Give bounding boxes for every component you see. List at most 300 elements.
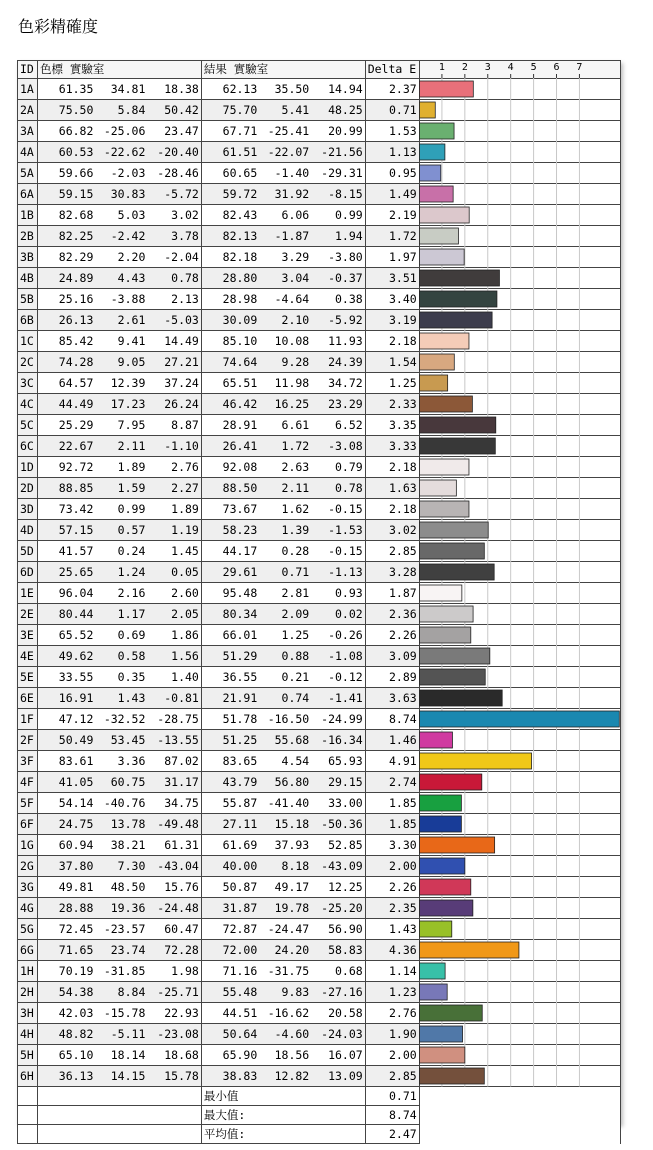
result-l-cell: 71.16 bbox=[201, 961, 259, 982]
delta-e-bar-2e bbox=[420, 606, 474, 622]
result-b-cell: -1.08 bbox=[311, 646, 365, 667]
delta-e-cell: 2.00 bbox=[365, 1045, 419, 1066]
target-a-cell: 4.43 bbox=[95, 268, 147, 289]
result-b-cell: 52.85 bbox=[311, 835, 365, 856]
result-l-cell: 51.29 bbox=[201, 646, 259, 667]
delta-e-bar-2a bbox=[420, 102, 436, 118]
delta-e-bar-3f bbox=[420, 753, 532, 769]
result-l-cell: 62.13 bbox=[201, 79, 259, 100]
delta-e-cell: 1.63 bbox=[365, 478, 419, 499]
target-b-cell: 2.76 bbox=[147, 457, 201, 478]
result-a-cell: 2.81 bbox=[259, 583, 311, 604]
delta-e-bar-5b bbox=[420, 291, 497, 307]
result-a-cell: -24.47 bbox=[259, 919, 311, 940]
result-a-cell: -31.75 bbox=[259, 961, 311, 982]
delta-e-bar-3c bbox=[420, 375, 448, 391]
target-l-cell: 92.72 bbox=[37, 457, 95, 478]
result-l-cell: 26.41 bbox=[201, 436, 259, 457]
target-b-cell: 87.02 bbox=[147, 751, 201, 772]
result-b-cell: 48.25 bbox=[311, 100, 365, 121]
result-l-cell: 82.43 bbox=[201, 205, 259, 226]
delta-e-cell: 1.13 bbox=[365, 142, 419, 163]
delta-e-bar-3b bbox=[420, 249, 465, 265]
delta-e-cell: 3.30 bbox=[365, 835, 419, 856]
result-a-cell: -1.40 bbox=[259, 163, 311, 184]
target-a-cell: -2.03 bbox=[95, 163, 147, 184]
result-b-cell: -1.13 bbox=[311, 562, 365, 583]
target-b-cell: 60.47 bbox=[147, 919, 201, 940]
delta-e-bar-6b bbox=[420, 312, 493, 328]
target-a-cell: 53.45 bbox=[95, 730, 147, 751]
delta-e-bar-6g bbox=[420, 942, 519, 958]
result-a-cell: 37.93 bbox=[259, 835, 311, 856]
summary-label: 最小值 bbox=[201, 1087, 365, 1106]
delta-e-bar-chart bbox=[419, 60, 620, 1087]
result-l-cell: 72.00 bbox=[201, 940, 259, 961]
result-a-cell: 55.68 bbox=[259, 730, 311, 751]
header-delta-e: Delta E bbox=[365, 61, 419, 79]
delta-e-cell: 1.54 bbox=[365, 352, 419, 373]
delta-e-bar-2f bbox=[420, 732, 453, 748]
patch-id-cell: 3C bbox=[18, 373, 38, 394]
result-a-cell: 1.25 bbox=[259, 625, 311, 646]
target-b-cell: 23.47 bbox=[147, 121, 201, 142]
patch-id-cell: 3D bbox=[18, 499, 38, 520]
target-l-cell: 66.82 bbox=[37, 121, 95, 142]
target-b-cell: -43.04 bbox=[147, 856, 201, 877]
delta-e-bar-4c bbox=[420, 396, 473, 412]
target-a-cell: 5.03 bbox=[95, 205, 147, 226]
delta-e-cell: 1.90 bbox=[365, 1024, 419, 1045]
target-a-cell: 14.15 bbox=[95, 1066, 147, 1087]
result-b-cell: -0.37 bbox=[311, 268, 365, 289]
result-b-cell: 6.52 bbox=[311, 415, 365, 436]
result-l-cell: 85.10 bbox=[201, 331, 259, 352]
patch-id-cell: 1E bbox=[18, 583, 38, 604]
result-a-cell: 9.83 bbox=[259, 982, 311, 1003]
target-l-cell: 73.42 bbox=[37, 499, 95, 520]
result-a-cell: 6.06 bbox=[259, 205, 311, 226]
result-b-cell: 12.25 bbox=[311, 877, 365, 898]
target-a-cell: 38.21 bbox=[95, 835, 147, 856]
delta-e-cell: 3.40 bbox=[365, 289, 419, 310]
delta-e-cell: 2.74 bbox=[365, 772, 419, 793]
target-b-cell: 14.49 bbox=[147, 331, 201, 352]
delta-e-bar-6c bbox=[420, 438, 496, 454]
target-a-cell: 1.89 bbox=[95, 457, 147, 478]
result-a-cell: 0.28 bbox=[259, 541, 311, 562]
result-a-cell: 9.28 bbox=[259, 352, 311, 373]
result-b-cell: -43.09 bbox=[311, 856, 365, 877]
target-b-cell: 0.78 bbox=[147, 268, 201, 289]
result-l-cell: 65.51 bbox=[201, 373, 259, 394]
result-a-cell: 8.18 bbox=[259, 856, 311, 877]
target-b-cell: 1.19 bbox=[147, 520, 201, 541]
result-b-cell: -24.03 bbox=[311, 1024, 365, 1045]
target-l-cell: 75.50 bbox=[37, 100, 95, 121]
patch-id-cell: 5D bbox=[18, 541, 38, 562]
patch-id-cell: 6D bbox=[18, 562, 38, 583]
target-b-cell: 1.86 bbox=[147, 625, 201, 646]
target-b-cell: 61.31 bbox=[147, 835, 201, 856]
delta-e-bar-3g bbox=[420, 879, 471, 895]
result-l-cell: 29.61 bbox=[201, 562, 259, 583]
delta-e-bar-6d bbox=[420, 564, 495, 580]
result-b-cell: 14.94 bbox=[311, 79, 365, 100]
patch-id-cell: 5A bbox=[18, 163, 38, 184]
target-b-cell: 72.28 bbox=[147, 940, 201, 961]
result-l-cell: 73.67 bbox=[201, 499, 259, 520]
delta-e-bar-5g bbox=[420, 921, 452, 937]
delta-e-bar-2d bbox=[420, 480, 457, 496]
delta-e-cell: 3.51 bbox=[365, 268, 419, 289]
result-a-cell: -4.64 bbox=[259, 289, 311, 310]
target-a-cell: 48.50 bbox=[95, 877, 147, 898]
delta-e-bar-4f bbox=[420, 774, 482, 790]
patch-id-cell: 2E bbox=[18, 604, 38, 625]
result-b-cell: -24.99 bbox=[311, 709, 365, 730]
target-l-cell: 74.28 bbox=[37, 352, 95, 373]
summary-row bbox=[18, 1087, 621, 1106]
target-b-cell: 50.42 bbox=[147, 100, 201, 121]
target-l-cell: 42.03 bbox=[37, 1003, 95, 1024]
patch-id-cell: 2B bbox=[18, 226, 38, 247]
patch-id-cell: 4A bbox=[18, 142, 38, 163]
delta-e-bar-4b bbox=[420, 270, 500, 286]
result-a-cell: 4.54 bbox=[259, 751, 311, 772]
result-b-cell: 34.72 bbox=[311, 373, 365, 394]
target-a-cell: 34.81 bbox=[95, 79, 147, 100]
result-a-cell: 3.04 bbox=[259, 268, 311, 289]
target-b-cell: 1.40 bbox=[147, 667, 201, 688]
result-l-cell: 82.18 bbox=[201, 247, 259, 268]
delta-e-bar-1b bbox=[420, 207, 470, 223]
target-l-cell: 64.57 bbox=[37, 373, 95, 394]
delta-e-cell: 1.46 bbox=[365, 730, 419, 751]
result-l-cell: 61.69 bbox=[201, 835, 259, 856]
result-b-cell: 0.99 bbox=[311, 205, 365, 226]
target-b-cell: 1.89 bbox=[147, 499, 201, 520]
delta-e-bar-2h bbox=[420, 984, 448, 1000]
result-l-cell: 82.13 bbox=[201, 226, 259, 247]
patch-id-cell: 2G bbox=[18, 856, 38, 877]
result-l-cell: 30.09 bbox=[201, 310, 259, 331]
target-b-cell: 0.05 bbox=[147, 562, 201, 583]
header-result-lab: 結果 實驗室 bbox=[201, 61, 365, 79]
summary-empty-cell bbox=[419, 1087, 620, 1106]
target-l-cell: 57.15 bbox=[37, 520, 95, 541]
result-l-cell: 50.64 bbox=[201, 1024, 259, 1045]
delta-e-bar-4e bbox=[420, 648, 490, 664]
result-l-cell: 44.51 bbox=[201, 1003, 259, 1024]
patch-id-cell: 5E bbox=[18, 667, 38, 688]
summary-blank-cell bbox=[37, 1106, 201, 1125]
result-b-cell: 33.00 bbox=[311, 793, 365, 814]
result-a-cell: 3.29 bbox=[259, 247, 311, 268]
target-l-cell: 41.57 bbox=[37, 541, 95, 562]
target-b-cell: 2.27 bbox=[147, 478, 201, 499]
result-b-cell: 0.38 bbox=[311, 289, 365, 310]
target-a-cell: -15.78 bbox=[95, 1003, 147, 1024]
target-b-cell: 2.13 bbox=[147, 289, 201, 310]
target-b-cell: 31.17 bbox=[147, 772, 201, 793]
result-a-cell: 2.63 bbox=[259, 457, 311, 478]
target-b-cell: 22.93 bbox=[147, 1003, 201, 1024]
patch-id-cell: 6E bbox=[18, 688, 38, 709]
delta-e-cell: 1.87 bbox=[365, 583, 419, 604]
delta-e-bar-6h bbox=[420, 1068, 485, 1084]
result-l-cell: 61.51 bbox=[201, 142, 259, 163]
result-a-cell: -16.62 bbox=[259, 1003, 311, 1024]
target-a-cell: 9.05 bbox=[95, 352, 147, 373]
result-b-cell: 11.93 bbox=[311, 331, 365, 352]
patch-id-cell: 1G bbox=[18, 835, 38, 856]
result-l-cell: 59.72 bbox=[201, 184, 259, 205]
result-l-cell: 31.87 bbox=[201, 898, 259, 919]
target-a-cell: -3.88 bbox=[95, 289, 147, 310]
patch-id-cell: 6C bbox=[18, 436, 38, 457]
target-a-cell: 0.24 bbox=[95, 541, 147, 562]
target-a-cell: 7.30 bbox=[95, 856, 147, 877]
result-b-cell: 13.09 bbox=[311, 1066, 365, 1087]
target-l-cell: 24.75 bbox=[37, 814, 95, 835]
target-a-cell: -2.42 bbox=[95, 226, 147, 247]
target-l-cell: 26.13 bbox=[37, 310, 95, 331]
result-l-cell: 60.65 bbox=[201, 163, 259, 184]
summary-blank-cell bbox=[18, 1125, 38, 1144]
result-b-cell: -29.31 bbox=[311, 163, 365, 184]
patch-id-cell: 6G bbox=[18, 940, 38, 961]
result-a-cell: -16.50 bbox=[259, 709, 311, 730]
summary-blank-cell bbox=[18, 1106, 38, 1125]
result-l-cell: 28.98 bbox=[201, 289, 259, 310]
target-l-cell: 22.67 bbox=[37, 436, 95, 457]
target-l-cell: 72.45 bbox=[37, 919, 95, 940]
target-b-cell: 3.78 bbox=[147, 226, 201, 247]
target-a-cell: 2.61 bbox=[95, 310, 147, 331]
target-b-cell: -13.55 bbox=[147, 730, 201, 751]
x-tick-label: 4 bbox=[507, 62, 514, 73]
target-l-cell: 71.65 bbox=[37, 940, 95, 961]
delta-e-bar-3d bbox=[420, 501, 469, 517]
result-b-cell: -8.15 bbox=[311, 184, 365, 205]
target-b-cell: 2.05 bbox=[147, 604, 201, 625]
delta-e-cell: 8.74 bbox=[365, 709, 419, 730]
patch-id-cell: 6H bbox=[18, 1066, 38, 1087]
delta-e-cell: 3.19 bbox=[365, 310, 419, 331]
summary-blank-cell bbox=[18, 1087, 38, 1106]
delta-e-cell: 0.71 bbox=[365, 100, 419, 121]
result-a-cell: 1.72 bbox=[259, 436, 311, 457]
result-b-cell: -0.15 bbox=[311, 541, 365, 562]
result-a-cell: -4.60 bbox=[259, 1024, 311, 1045]
result-l-cell: 92.08 bbox=[201, 457, 259, 478]
result-b-cell: -3.08 bbox=[311, 436, 365, 457]
delta-e-cell: 3.35 bbox=[365, 415, 419, 436]
target-a-cell: 17.23 bbox=[95, 394, 147, 415]
target-b-cell: 34.75 bbox=[147, 793, 201, 814]
result-b-cell: -0.12 bbox=[311, 667, 365, 688]
result-b-cell: -27.16 bbox=[311, 982, 365, 1003]
target-a-cell: -32.52 bbox=[95, 709, 147, 730]
patch-id-cell: 4D bbox=[18, 520, 38, 541]
delta-e-cell: 2.26 bbox=[365, 625, 419, 646]
delta-e-bar-1c bbox=[420, 333, 469, 349]
summary-value: 8.74 bbox=[365, 1106, 419, 1125]
target-l-cell: 47.12 bbox=[37, 709, 95, 730]
target-b-cell: 3.02 bbox=[147, 205, 201, 226]
target-a-cell: 12.39 bbox=[95, 373, 147, 394]
result-a-cell: 12.82 bbox=[259, 1066, 311, 1087]
target-l-cell: 83.61 bbox=[37, 751, 95, 772]
result-b-cell: -1.53 bbox=[311, 520, 365, 541]
delta-e-cell: 3.02 bbox=[365, 520, 419, 541]
patch-id-cell: 6B bbox=[18, 310, 38, 331]
patch-id-cell: 6A bbox=[18, 184, 38, 205]
result-b-cell: 20.99 bbox=[311, 121, 365, 142]
result-l-cell: 38.83 bbox=[201, 1066, 259, 1087]
x-tick-label: 5 bbox=[530, 62, 537, 73]
result-l-cell: 72.87 bbox=[201, 919, 259, 940]
patch-id-cell: 2H bbox=[18, 982, 38, 1003]
target-a-cell: 7.95 bbox=[95, 415, 147, 436]
summary-empty-cell bbox=[419, 1125, 620, 1144]
header-id: ID bbox=[18, 61, 38, 79]
delta-e-bar-2c bbox=[420, 354, 455, 370]
patch-id-cell: 5G bbox=[18, 919, 38, 940]
delta-e-cell: 2.36 bbox=[365, 604, 419, 625]
x-tick-label: 6 bbox=[553, 62, 560, 73]
result-l-cell: 51.78 bbox=[201, 709, 259, 730]
summary-label: 最大值: bbox=[201, 1106, 365, 1125]
target-l-cell: 33.55 bbox=[37, 667, 95, 688]
target-l-cell: 96.04 bbox=[37, 583, 95, 604]
delta-e-cell: 2.18 bbox=[365, 457, 419, 478]
result-a-cell: 2.11 bbox=[259, 478, 311, 499]
summary-value: 2.47 bbox=[365, 1125, 419, 1144]
delta-e-cell: 4.36 bbox=[365, 940, 419, 961]
target-b-cell: 1.98 bbox=[147, 961, 201, 982]
result-l-cell: 66.01 bbox=[201, 625, 259, 646]
result-l-cell: 21.91 bbox=[201, 688, 259, 709]
delta-e-cell: 3.28 bbox=[365, 562, 419, 583]
delta-e-cell: 1.53 bbox=[365, 121, 419, 142]
target-b-cell: -25.71 bbox=[147, 982, 201, 1003]
patch-id-cell: 4C bbox=[18, 394, 38, 415]
target-b-cell: -5.72 bbox=[147, 184, 201, 205]
summary-empty-cell bbox=[419, 1106, 620, 1125]
patch-id-cell: 1C bbox=[18, 331, 38, 352]
x-tick-label: 7 bbox=[576, 62, 583, 73]
target-a-cell: -23.57 bbox=[95, 919, 147, 940]
target-b-cell: -5.03 bbox=[147, 310, 201, 331]
patch-id-cell: 3E bbox=[18, 625, 38, 646]
delta-e-cell: 2.35 bbox=[365, 898, 419, 919]
result-b-cell: 23.29 bbox=[311, 394, 365, 415]
delta-e-cell: 2.76 bbox=[365, 1003, 419, 1024]
delta-e-bar-5a bbox=[420, 165, 441, 181]
result-b-cell: 1.94 bbox=[311, 226, 365, 247]
x-tick-label: 2 bbox=[462, 62, 469, 73]
target-a-cell: 8.84 bbox=[95, 982, 147, 1003]
delta-e-bar-2g bbox=[420, 858, 465, 874]
patch-id-cell: 3B bbox=[18, 247, 38, 268]
summary-blank-cell bbox=[37, 1125, 201, 1144]
delta-e-cell: 1.49 bbox=[365, 184, 419, 205]
target-a-cell: 0.58 bbox=[95, 646, 147, 667]
patch-id-cell: 1D bbox=[18, 457, 38, 478]
delta-e-bar-3h bbox=[420, 1005, 483, 1021]
target-a-cell: 23.74 bbox=[95, 940, 147, 961]
target-l-cell: 25.29 bbox=[37, 415, 95, 436]
delta-e-cell: 1.23 bbox=[365, 982, 419, 1003]
target-b-cell: -20.40 bbox=[147, 142, 201, 163]
result-a-cell: 56.80 bbox=[259, 772, 311, 793]
delta-e-cell: 2.18 bbox=[365, 331, 419, 352]
result-a-cell: 31.92 bbox=[259, 184, 311, 205]
result-l-cell: 44.17 bbox=[201, 541, 259, 562]
result-l-cell: 80.34 bbox=[201, 604, 259, 625]
patch-id-cell: 5F bbox=[18, 793, 38, 814]
target-b-cell: -28.75 bbox=[147, 709, 201, 730]
delta-e-bar-3e bbox=[420, 627, 471, 643]
patch-id-cell: 2F bbox=[18, 730, 38, 751]
target-l-cell: 28.88 bbox=[37, 898, 95, 919]
target-b-cell: 1.45 bbox=[147, 541, 201, 562]
target-a-cell: -31.85 bbox=[95, 961, 147, 982]
target-a-cell: 1.17 bbox=[95, 604, 147, 625]
target-a-cell: -22.62 bbox=[95, 142, 147, 163]
result-a-cell: 35.50 bbox=[259, 79, 311, 100]
target-l-cell: 25.65 bbox=[37, 562, 95, 583]
delta-e-bar-1e bbox=[420, 585, 462, 601]
target-b-cell: 26.24 bbox=[147, 394, 201, 415]
delta-e-cell: 2.85 bbox=[365, 1066, 419, 1087]
delta-e-cell: 4.91 bbox=[365, 751, 419, 772]
target-a-cell: 1.59 bbox=[95, 478, 147, 499]
result-a-cell: 2.10 bbox=[259, 310, 311, 331]
result-a-cell: 16.25 bbox=[259, 394, 311, 415]
target-a-cell: -25.06 bbox=[95, 121, 147, 142]
target-l-cell: 80.44 bbox=[37, 604, 95, 625]
summary-blank-cell bbox=[37, 1087, 201, 1106]
target-l-cell: 41.05 bbox=[37, 772, 95, 793]
target-l-cell: 85.42 bbox=[37, 331, 95, 352]
result-a-cell: 5.41 bbox=[259, 100, 311, 121]
result-a-cell: -25.41 bbox=[259, 121, 311, 142]
delta-e-bar-1f bbox=[420, 711, 620, 727]
target-l-cell: 50.49 bbox=[37, 730, 95, 751]
delta-e-cell: 2.00 bbox=[365, 856, 419, 877]
delta-e-bar-4d bbox=[420, 522, 489, 538]
result-l-cell: 51.25 bbox=[201, 730, 259, 751]
target-b-cell: 18.68 bbox=[147, 1045, 201, 1066]
target-b-cell: 1.56 bbox=[147, 646, 201, 667]
patch-id-cell: 6F bbox=[18, 814, 38, 835]
result-b-cell: -1.41 bbox=[311, 688, 365, 709]
patch-id-cell: 1A bbox=[18, 79, 38, 100]
result-a-cell: 6.61 bbox=[259, 415, 311, 436]
target-a-cell: 0.35 bbox=[95, 667, 147, 688]
delta-e-bar-4a bbox=[420, 144, 445, 160]
target-b-cell: -49.48 bbox=[147, 814, 201, 835]
result-a-cell: 0.74 bbox=[259, 688, 311, 709]
result-b-cell: -3.80 bbox=[311, 247, 365, 268]
result-l-cell: 95.48 bbox=[201, 583, 259, 604]
target-a-cell: 18.14 bbox=[95, 1045, 147, 1066]
patch-id-cell: 1B bbox=[18, 205, 38, 226]
delta-e-cell: 1.72 bbox=[365, 226, 419, 247]
